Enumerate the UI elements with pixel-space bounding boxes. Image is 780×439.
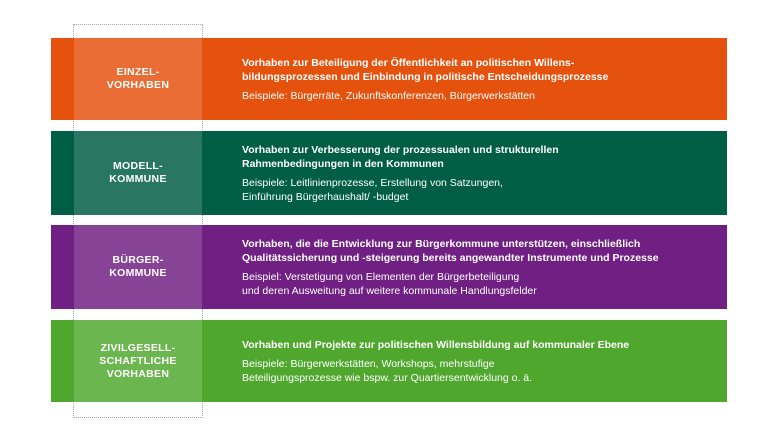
- band-examples: [242, 270, 721, 298]
- example-line: Beteiligungsprozesse wie bspw. zur Quartiersentwicklung o. ä.: [242, 371, 533, 384]
- band-label: [107, 66, 170, 92]
- description-line: Rahmenbedingungen in den Kommunen: [242, 157, 444, 170]
- band-modellkommune: [51, 131, 727, 215]
- band-label-line: EINZEL-: [116, 66, 160, 78]
- band-examples: [242, 176, 721, 204]
- band-einzelvorhaben: [51, 38, 727, 120]
- band-label-box: [74, 131, 202, 215]
- band-description: [242, 338, 721, 352]
- example-line: Beispiel: Verstetigung von Elementen der Bürgerbeteiligung: [242, 270, 520, 283]
- description-line: Vorhaben zur Beteiligung der Öffentlichkeit an politischen Willens-: [242, 56, 575, 69]
- band-content: [242, 131, 721, 215]
- description-line: Vorhaben, die die Entwicklung zur Bürgerkommune unterstützen, einschließlich: [242, 237, 641, 250]
- band-label: [109, 254, 167, 280]
- band-label-line: MODELL-: [113, 160, 163, 172]
- example-line: Beispiele: Bürgerräte, Zukunftskonferenzen, Bürgerwerkstätten: [242, 89, 535, 102]
- band-label-box: [74, 320, 202, 402]
- description-line: Vorhaben und Projekte zur politischen Willensbildung auf kommunaler Ebene: [242, 338, 630, 351]
- band-examples: [242, 357, 721, 385]
- band-zivilgesellschaftliche-vorhaben: [51, 320, 727, 402]
- example-line: Einführung Bürgerhaushalt/ -budget: [242, 190, 409, 203]
- example-line: und deren Ausweitung auf weitere kommunale Handlungsfelder: [242, 284, 537, 297]
- description-line: Qualitätssicherung und -steigerung bereits angewandter Instrumente und Prozesse: [242, 251, 659, 264]
- band-label-line: ZIVILGESELL-: [100, 341, 176, 354]
- band-description: [242, 237, 721, 265]
- band-label: [99, 342, 176, 381]
- band-examples: [242, 89, 721, 103]
- band-label-line: VORHABEN: [106, 79, 170, 91]
- band-description: [242, 143, 721, 171]
- description-line: Vorhaben zur Verbesserung der prozessualen und strukturellen: [242, 143, 559, 156]
- band-label-box: [74, 38, 202, 120]
- band-label-line: KOMMUNE: [109, 267, 167, 279]
- band-label-line: VORHABEN: [106, 367, 170, 380]
- band-label: [109, 160, 167, 186]
- band-label-line: KOMMUNE: [109, 173, 167, 185]
- example-line: Beispiele: Leitlinienprozesse, Erstellung von Satzungen,: [242, 176, 503, 189]
- example-line: Beispiele: Bürgerwerkstätten, Workshops, mehrstufige: [242, 357, 495, 370]
- band-label-line: BÜRGER-: [112, 254, 164, 266]
- description-line: bildungsprozessen und Einbindung in politische Entscheidungsprozesse: [242, 70, 609, 83]
- band-content: [242, 225, 721, 309]
- band-content: [242, 38, 721, 120]
- band-buergerkommune: [51, 225, 727, 309]
- band-label-line: SCHAFTLICHE: [99, 354, 177, 367]
- band-label-box: [74, 225, 202, 309]
- band-content: [242, 320, 721, 402]
- band-description: [242, 56, 721, 84]
